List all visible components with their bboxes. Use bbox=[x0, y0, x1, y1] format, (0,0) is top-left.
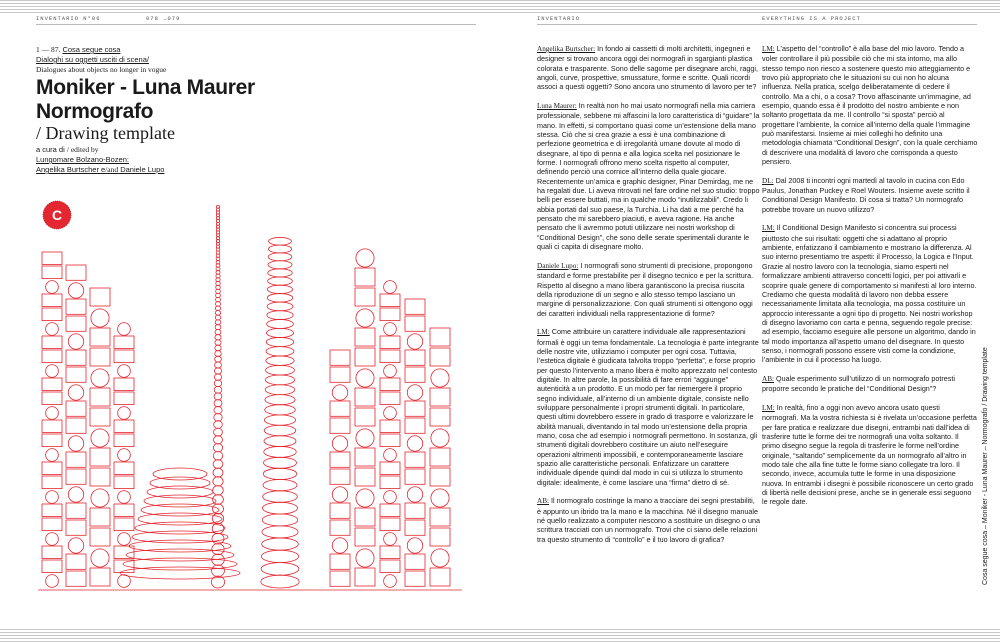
interview-column-2 bbox=[762, 44, 978, 516]
paragraph-text: In realtà, fino a oggi non avevo ancora usato questi normografi. Ma la vostra richiesta si è rivelata un’occasione perfetta per fare pratica e realizzare due disegni, entrambi nati dall’idea di trasferire tutte le forme dei tre normografi una volta soltanto. Il primo disegno segue la regola di trasferire le forme nell’ordine originale, “saltando” semplicemente da un normografo all’altro in modo tale che alla fine tutte le forme siano collegate tra loro. Il secondo, invece, accumula tutte le forme in una disposizione nuova. In entrambi i disegni è possibile riconoscere un certo grado di libertà nelle decisioni prese, anche se in generale essi seguono le regole date. bbox=[762, 402, 977, 507]
interview-paragraph bbox=[762, 223, 978, 364]
left-folio: INVENTARIO N°06 bbox=[36, 15, 101, 22]
credits bbox=[36, 145, 164, 175]
speaker-name: AB: bbox=[762, 374, 774, 383]
credits-and: /and bbox=[105, 165, 119, 174]
section-label bbox=[36, 45, 166, 75]
interview-paragraph bbox=[762, 44, 978, 166]
right-folio: INVENTARIO bbox=[537, 15, 581, 22]
header-rule bbox=[36, 24, 476, 25]
right-tagline: EVERYTHING IS A PROJECT bbox=[762, 15, 861, 22]
speaker-name: DL: bbox=[762, 176, 774, 185]
right-page bbox=[500, 0, 1000, 643]
left-page-numbers: 078 →079 bbox=[146, 15, 181, 22]
series-italian: Dialoghi su oggetti usciti di scena/ bbox=[36, 55, 149, 64]
paragraph-text: In fondo ai cassetti di molti architetti, ingegneri e designer si trovano ancora oggi dei normografi in sgargianti plastica colorata e trasparente. Sono delle sagome per disegnare archi, raggi, angoli, curve, prospettive, smussature, forme e scritte. Quali ricordi associ a questi oggetti? Sono ancora uno strumento di lavoro per te? bbox=[537, 44, 758, 92]
paragraph-text: I normografi sono strumenti di precisione, propongono standard e forme prestabilite per il disegno tecnico e per la scrittura. Rispetto al disegno a mano libera garantiscono la precisa riuscita della riproduzione di un segno e allo stesso tempo lasciano un margine di personalizzazione. Con quali strumenti si ottengono oggi dei caratteri individuali nella rappresentazione di forme? bbox=[537, 260, 754, 318]
speaker-name: Angelika Burtscher: bbox=[537, 45, 596, 53]
interview-paragraph bbox=[762, 403, 978, 507]
header-band-right bbox=[500, 0, 1000, 14]
paragraph-text: In realtà non ho mai usato normografi nella mia carriera professionale, sebbene mi affascini la loro caratteristica di “guidare” la mano. In effetti, si comportano quasi come un’estensione della mano stessa. Ciò che si crea grazie a essi è una combinazione di perfezione geometrica e di irregolarità umane dovute al modo di disegnare, al tipo di penna e alla logica scelta nel posizionare le forme. I normografi offrono meno scelta rispetto al computer, definendo perciò una cornice all’interno della quale giocare. Recentemente un’amica e graphic designer, Pinar Demirdag, me ne ha regalati due. Li aveva ritrovati nel fare ordine nel suo studio: troppo belli per essere buttati, ma in qualche modo “inutilizzabili”. Credo li abbia portati dal suo paese, la Turchia. Li ha dati a me perché ha pensato che mi sarebbero piaciuti, e aveva ragione. Ha anche pensato che li avremmo potuti utilizzare nei nostri workshop di “Conditional Design”, che sono delle serate sperimentali durante le quali ci capita di disegnare molto. bbox=[537, 101, 760, 252]
paragraph-text: Il Conditional Design Manifesto si concentra sui processi piuttosto che sui risultati: oggetti che si adattano al proprio ambiente, enfatizzano il cambiamento e mostrano la differenza. Al suo interno presentiamo tre aspetti: il Processo, la Logica e l’Input. Grazie al nostro lavoro con la tecnologia, siamo esperti nel formalizzare ambienti attraverso concetti logici, per poi attivarli e scoprire quale genere di comportamento si manifesti al loro interno. Crediamo che questa modalità di lavoro non debba essere necessariamente limitata alla tecnologia, ma possa costituire un approccio interessante a ogni tipo di progetto. Nei nostri workshop di disegno lavoriamo con carta e penna, seguendo regole precise: ad esempio, facciamo eseguire alle persone un algoritmo, dando in tal modo importanza all’aspetto umano del disegnare. In questo senso, i normografi possono essere visti come la condizione, l’ambiente in cui il processo ha luogo. bbox=[762, 223, 977, 365]
page-title bbox=[36, 76, 255, 124]
section-number: 1 — 87. bbox=[36, 45, 61, 54]
side-title: Cosa segue cosa – Moniker - Luna Maurer – Normografo / Drawing template bbox=[982, 347, 989, 585]
paragraph-text: Come attribuire un carattere individuale alle rappresentazioni formali è oggi un tema fondamentale. La tecnologia è parte integrante delle nostre vite, utilizziamo i computer per ogni cosa. Tuttavia, l’estetica digitale è giudicata talvolta troppo “perfetta”, e forse proprio per questo l’intervento a mano libera è molto apprezzato nel contesto digitale. In altre parole, la possibilità di fare errori “aggiunge” autenticità a un prodotto. E un modo per far riemergere il proprio segno individuale, all’interno di un ambiente digitale, consiste nello sviluppare personalmente i propri strumenti digitali. In particolare, questi ultimi dovrebbero essere in grado di trasporre e valorizzare le abilità manuali, diventando in tal modo un’estensione della propria mano, cosa che ad esempio i normografi permettono. In sostanza, gli strumenti digitali dovrebbero costituire un aiuto nell’eseguire operazioni altrimenti impossibili, e contemporaneamente lasciare spazio alle caratteristiche personali. Enfatizzare un carattere individuale dipende quindi dal modo in cui si utilizza lo strumento digitale: idealmente, è come lasciare una “firma” dietro di sé. bbox=[537, 327, 759, 487]
paragraph-text: Il normografo costringe la mano a tracciare dei segni prestabiliti, è appunto un ibrido tra la mano e la macchina. Né il disegno manuale né quello realizzato a computer riescono a sostituire un disegno o una scrittura tracciati con un normografo. Trovi che ci siano delle relazioni tra questo strumento di “controllo” e il tuo lavoro di grafica? bbox=[537, 496, 760, 544]
speaker-name: LM: bbox=[762, 224, 775, 233]
logo-letter: C bbox=[51, 207, 63, 223]
title-line-2: Normografo bbox=[36, 100, 154, 123]
header-rule-right bbox=[537, 24, 977, 25]
footer-band bbox=[0, 629, 500, 643]
edited-by-italian: a cura di bbox=[36, 145, 65, 154]
credits-name-1: Angelika Burtscher e bbox=[36, 165, 106, 174]
section-italian: Cosa segue cosa bbox=[62, 45, 121, 54]
interview-paragraph bbox=[762, 176, 978, 214]
side-title-strip bbox=[978, 215, 992, 585]
interview-paragraph bbox=[537, 44, 760, 92]
speaker-name: LM: bbox=[762, 45, 775, 53]
interview-column-1 bbox=[537, 44, 760, 553]
interview-paragraph bbox=[537, 101, 760, 252]
interview-paragraph bbox=[537, 327, 760, 487]
interview-paragraph bbox=[762, 374, 978, 394]
paragraph-text: L’aspetto del “controllo” è alla base del mio lavoro. Tendo a voler controllare il più possibile ciò che mi sta intorno, ma allo stesso tempo non riesco a sostenere questo mio atteggiamento e trovo più appropriato che le situazioni su cui non ho alcuna influenza. Nella pratica, scelgo deliberatamente di cedere il controllo. Ma a chi, o a cosa? Trovo affascinante un’immagine, ad esempio, quando essa è il prodotto del nostro ambiente e non soltanto progettata da me. Il controllo “si sposta” perciò al progettare l’ambiente, la cornice all’interno della quale l’immagine può manifestarsi. Insieme ai miei colleghi ho definito una metodologia chiamata “Conditional Design”, con la quale cerchiamo di descrivere una modalità di lavoro che corrisponda a questo pensiero. bbox=[762, 44, 978, 167]
paragraph-text: Quale esperimento sull’utilizzo di un normografo potresti proporre secondo le pratiche del “Conditional Design”? bbox=[762, 373, 955, 394]
speaker-name: LM: bbox=[537, 328, 550, 337]
speaker-name: Luna Maurer: bbox=[537, 102, 577, 111]
interview-paragraph bbox=[537, 261, 760, 318]
interview-paragraph bbox=[537, 496, 760, 544]
page-subtitle: / Drawing template bbox=[36, 123, 175, 143]
title-line-1: Moniker - Luna Maurer bbox=[36, 76, 255, 99]
series-english: Dialogues about objects no longer in vogue bbox=[36, 65, 167, 74]
footer-band-right bbox=[500, 629, 1000, 643]
speaker-name: Daniele Lupo: bbox=[537, 261, 579, 270]
speaker-name: AB: bbox=[537, 497, 549, 506]
credits-line-1: Lungomare Bolzano-Bozen: bbox=[36, 155, 129, 164]
header-band bbox=[0, 0, 500, 14]
edited-by-english: / edited by bbox=[66, 145, 99, 154]
speaker-name: LM: bbox=[762, 403, 775, 412]
drawing-template-illustration bbox=[30, 198, 470, 598]
credits-name-2: Daniele Lupo bbox=[118, 165, 165, 174]
paragraph-text: Dal 2008 ti incontri ogni martedì al tavolo in cucina con Edo Paulus, Jonathan Puckey e Roel Wouters. Insieme avete scritto il Conditional Design Manifesto. Di cosa si tratta? Un normografo potrebbe trovare un nuovo utilizzo? bbox=[762, 175, 970, 214]
